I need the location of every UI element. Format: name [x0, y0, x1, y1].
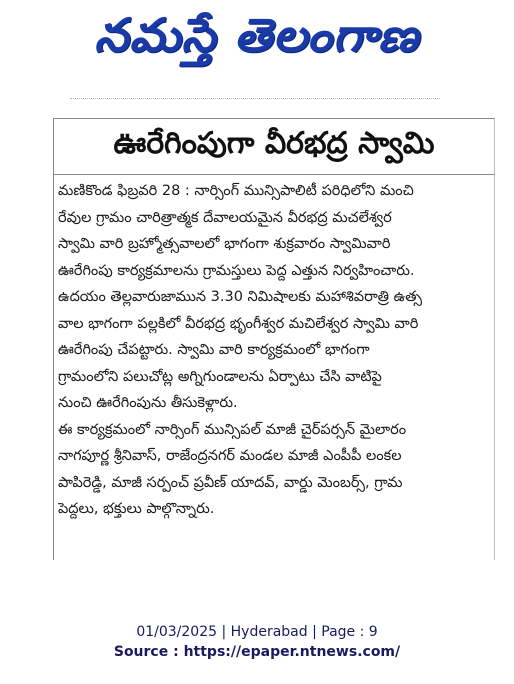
body-line: ఈ కార్యక్రమంలో నార్సింగ్ మున్సిపల్ మాజీ చైర్‌పర్సన్ మైలారం — [58, 421, 407, 438]
body-line: పాపిరెడ్డి, మాజీ సర్పంచ్ ప్రవీణ్ యాదవ్, వార్డు మెంబర్స్, గ్రామ — [58, 474, 403, 491]
body-line: నుంచి ఊరేగింపును తీసుకెళ్లారు. — [58, 395, 238, 411]
masthead-divider — [70, 98, 440, 99]
newspaper-title: నమస్తే తెలంగాణ — [94, 8, 420, 62]
body-line: ఊరేగింపు చేపట్టారు. స్వామి వారి కార్యక్రమంలో భాగంగా — [58, 342, 370, 358]
article-paragraph-1 — [58, 178, 486, 417]
body-line: నాగపూర్ణ శ్రీనివాస్, రాజేంద్రనగర్ మండల మాజీ ఎంపీపీ లంకల — [58, 448, 402, 464]
page-footer — [0, 622, 514, 662]
masthead — [0, 6, 514, 76]
article-headline: ఊరేగింపుగా వీరభద్ర స్వామి — [113, 126, 435, 161]
body-line: ఊరేగింపు కార్యక్రమాలను గ్రామస్తులు పెద్ద ఎత్తున నిర్వహించారు. — [58, 262, 415, 279]
source-link[interactable]: Source : https://epaper.ntnews.com/ — [113, 644, 401, 660]
body-line: స్వామి వారి బ్రహ్మోత్సవాలలో భాగంగా శుక్రవారం స్వామివారి — [58, 236, 391, 252]
body-line: రేవుల గ్రామం చారిత్రాత్మక దేవాలయమైన వీరభద్ర మచలేశ్వర — [58, 209, 392, 226]
article-body — [58, 178, 486, 523]
body-line: వాల భాగంగా పల్లకిలో వీరభద్ర భృంగీశ్వర మచిలేశ్వర స్వామి వారి — [58, 315, 419, 332]
body-line: ఉదయం తెల్లవారుజామున 3.30 నిమిషాలకు మహాశివరాత్రి ఉత్స — [58, 289, 423, 305]
article-paragraph-2 — [58, 417, 486, 523]
body-line: పెద్దలు, భక్తులు పాల్గొన్నారు. — [58, 501, 215, 517]
headline-divider — [53, 174, 495, 175]
edition-info: 01/03/2025 | Hyderabad | Page : 9 — [136, 624, 378, 640]
body-line: మణికొండ ఫిబ్రవరి 28 : నార్సింగ్ మున్సిపాలిటీ పరిధిలోని మంచి — [58, 183, 414, 199]
body-line: గ్రామంలోని పలుచోట్ల అగ్నిగుండాలను ఏర్పాటు చేసి వాటిపై — [58, 368, 382, 385]
